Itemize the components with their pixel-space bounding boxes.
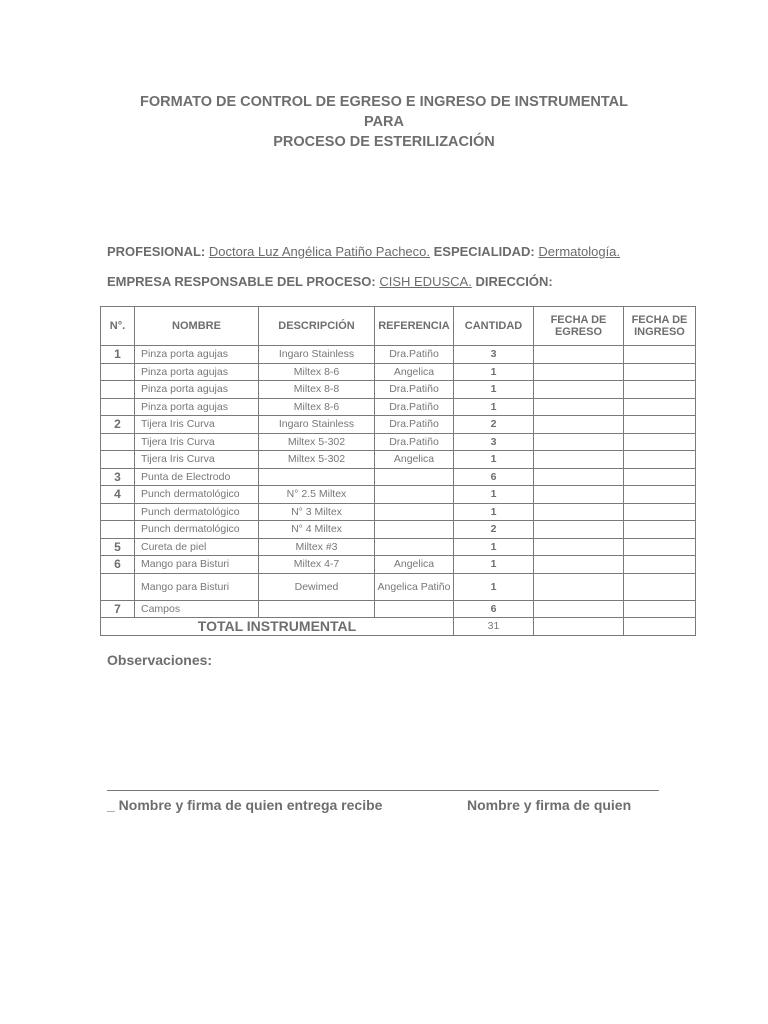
cell-cantidad: 2 xyxy=(454,521,534,539)
cell-numero: 1 xyxy=(101,346,135,364)
cell-numero xyxy=(101,451,135,469)
table-row xyxy=(101,381,696,399)
cell-cantidad: 1 xyxy=(454,538,534,556)
cell-fecha-egreso xyxy=(534,573,624,600)
cell-cantidad: 1 xyxy=(454,398,534,416)
cell-nombre: Tijera Iris Curva xyxy=(135,416,259,434)
empresa-line xyxy=(107,274,553,289)
cell-nombre: Pinza porta agujas xyxy=(135,346,259,364)
cell-fecha-egreso xyxy=(534,538,624,556)
cell-fecha-egreso xyxy=(534,363,624,381)
cell-descripcion: N° 4 Miltex xyxy=(259,521,375,539)
instrument-table xyxy=(100,306,696,636)
cell-descripcion: Miltex 8-8 xyxy=(259,381,375,399)
table-header-row xyxy=(101,307,696,346)
cell-nombre: Pinza porta agujas xyxy=(135,398,259,416)
cell-referencia: Dra.Patiño xyxy=(375,381,454,399)
especialidad-value: Dermatología. xyxy=(538,244,621,259)
cell-fecha-ingreso xyxy=(624,381,696,399)
cell-fecha-egreso xyxy=(534,600,624,618)
cell-numero xyxy=(101,433,135,451)
cell-referencia: Dra.Patiño xyxy=(375,398,454,416)
header-referencia: REFERENCIA xyxy=(375,307,454,346)
cell-fecha-egreso xyxy=(534,503,624,521)
signature-recibe: Nombre y firma de quien xyxy=(467,797,632,813)
cell-cantidad: 3 xyxy=(454,346,534,364)
especialidad-label: ESPECIALIDAD: xyxy=(433,244,535,259)
cell-referencia: Angelica xyxy=(375,451,454,469)
profesional-label: PROFESIONAL: xyxy=(107,244,206,259)
cell-cantidad: 6 xyxy=(454,600,534,618)
table-row xyxy=(101,398,696,416)
cell-fecha-egreso xyxy=(534,433,624,451)
header-fecha-egreso: FECHA DE EGRESO xyxy=(534,307,624,346)
cell-fecha-ingreso xyxy=(624,486,696,504)
cell-numero xyxy=(101,381,135,399)
cell-numero xyxy=(101,521,135,539)
empresa-label: EMPRESA RESPONSABLE DEL PROCESO: xyxy=(107,274,376,289)
cell-descripcion xyxy=(259,600,375,618)
cell-referencia xyxy=(375,538,454,556)
profesional-value: Doctora Luz Angélica Patiño Pacheco. xyxy=(208,244,430,259)
cell-descripcion: Miltex 4-7 xyxy=(259,556,375,574)
cell-descripcion: Miltex 8-6 xyxy=(259,398,375,416)
cell-fecha-egreso xyxy=(534,468,624,486)
total-value: 31 xyxy=(454,618,534,636)
cell-numero: 4 xyxy=(101,486,135,504)
cell-cantidad: 1 xyxy=(454,503,534,521)
cell-numero xyxy=(101,398,135,416)
cell-numero: 2 xyxy=(101,416,135,434)
cell-fecha-ingreso xyxy=(624,468,696,486)
cell-numero: 3 xyxy=(101,468,135,486)
cell-nombre: Punta de Electrodo xyxy=(135,468,259,486)
cell-fecha-ingreso xyxy=(624,503,696,521)
header-nombre: NOMBRE xyxy=(135,307,259,346)
table-row xyxy=(101,573,696,600)
cell-fecha-ingreso xyxy=(624,346,696,364)
signature-line xyxy=(107,790,659,791)
table-row xyxy=(101,486,696,504)
cell-fecha-ingreso xyxy=(624,521,696,539)
cell-fecha-egreso xyxy=(534,381,624,399)
table-row xyxy=(101,363,696,381)
document-title xyxy=(100,92,668,152)
cell-fecha-egreso xyxy=(534,486,624,504)
cell-nombre: Tijera Iris Curva xyxy=(135,433,259,451)
cell-nombre: Campos xyxy=(135,600,259,618)
cell-nombre: Cureta de piel xyxy=(135,538,259,556)
cell-numero xyxy=(101,573,135,600)
table-row xyxy=(101,346,696,364)
cell-referencia xyxy=(375,486,454,504)
signature-entrega: _ Nombre y firma de quien entrega recibe xyxy=(107,797,383,813)
cell-cantidad: 1 xyxy=(454,573,534,600)
header-fecha-ingreso: FECHA DE INGRESO xyxy=(624,307,696,346)
cell-cantidad: 1 xyxy=(454,363,534,381)
cell-fecha-egreso xyxy=(534,398,624,416)
cell-descripcion: N° 2.5 Miltex xyxy=(259,486,375,504)
table-row xyxy=(101,600,696,618)
cell-fecha-egreso xyxy=(534,521,624,539)
cell-descripcion: Ingaro Stainless xyxy=(259,346,375,364)
cell-nombre: Punch dermatológico xyxy=(135,521,259,539)
cell-cantidad: 2 xyxy=(454,416,534,434)
total-ingreso-cell xyxy=(624,618,696,636)
cell-fecha-egreso xyxy=(534,416,624,434)
cell-nombre: Tijera Iris Curva xyxy=(135,451,259,469)
cell-referencia xyxy=(375,600,454,618)
cell-cantidad: 1 xyxy=(454,556,534,574)
cell-descripcion: Dewimed xyxy=(259,573,375,600)
cell-numero: 6 xyxy=(101,556,135,574)
table-row xyxy=(101,433,696,451)
cell-referencia: Dra.Patiño xyxy=(375,433,454,451)
cell-referencia: Dra.Patiño xyxy=(375,416,454,434)
cell-referencia: Angelica Patiño xyxy=(375,573,454,600)
cell-numero: 7 xyxy=(101,600,135,618)
cell-fecha-ingreso xyxy=(624,433,696,451)
cell-descripcion: Miltex 5-302 xyxy=(259,451,375,469)
cell-cantidad: 1 xyxy=(454,486,534,504)
cell-referencia xyxy=(375,503,454,521)
table-row xyxy=(101,538,696,556)
cell-nombre: Punch dermatológico xyxy=(135,486,259,504)
cell-fecha-egreso xyxy=(534,556,624,574)
cell-nombre: Mango para Bisturi xyxy=(135,556,259,574)
cell-cantidad: 1 xyxy=(454,451,534,469)
table-row xyxy=(101,416,696,434)
cell-fecha-egreso xyxy=(534,346,624,364)
cell-nombre: Pinza porta agujas xyxy=(135,381,259,399)
observaciones-label: Observaciones: xyxy=(107,652,213,668)
cell-nombre: Mango para Bisturi xyxy=(135,573,259,600)
cell-referencia: Dra.Patiño xyxy=(375,346,454,364)
direccion-label: DIRECCIÓN: xyxy=(475,274,553,289)
cell-cantidad: 1 xyxy=(454,381,534,399)
cell-numero: 5 xyxy=(101,538,135,556)
cell-nombre: Punch dermatológico xyxy=(135,503,259,521)
cell-referencia: Angelica xyxy=(375,363,454,381)
profesional-line xyxy=(107,244,620,259)
cell-fecha-ingreso xyxy=(624,416,696,434)
cell-nombre: Pinza porta agujas xyxy=(135,363,259,381)
empresa-value: CISH EDUSCA. xyxy=(379,274,472,289)
header-descripcion: DESCRIPCIÓN xyxy=(259,307,375,346)
cell-fecha-ingreso xyxy=(624,538,696,556)
cell-referencia: Angelica xyxy=(375,556,454,574)
cell-descripcion: Miltex 5-302 xyxy=(259,433,375,451)
cell-fecha-ingreso xyxy=(624,556,696,574)
header-cantidad: CANTIDAD xyxy=(454,307,534,346)
cell-numero xyxy=(101,503,135,521)
table-row xyxy=(101,521,696,539)
table-row xyxy=(101,468,696,486)
cell-fecha-ingreso xyxy=(624,363,696,381)
cell-cantidad: 3 xyxy=(454,433,534,451)
table-row xyxy=(101,556,696,574)
title-line-3: PROCESO DE ESTERILIZACIÓN xyxy=(273,134,495,150)
total-label: TOTAL INSTRUMENTAL xyxy=(101,618,454,636)
cell-fecha-ingreso xyxy=(624,451,696,469)
title-line-2: PARA xyxy=(363,114,404,130)
total-row xyxy=(101,618,696,636)
cell-descripcion: Ingaro Stainless xyxy=(259,416,375,434)
cell-cantidad: 6 xyxy=(454,468,534,486)
cell-referencia xyxy=(375,521,454,539)
cell-fecha-egreso xyxy=(534,451,624,469)
table-row xyxy=(101,503,696,521)
cell-fecha-ingreso xyxy=(624,600,696,618)
title-line-1: FORMATO DE CONTROL DE EGRESO E INGRESO DE INSTRUMENTAL xyxy=(140,94,628,110)
cell-descripcion: Miltex 8-6 xyxy=(259,363,375,381)
table-row xyxy=(101,451,696,469)
cell-descripcion: Miltex #3 xyxy=(259,538,375,556)
cell-referencia xyxy=(375,468,454,486)
cell-fecha-ingreso xyxy=(624,398,696,416)
cell-fecha-ingreso xyxy=(624,573,696,600)
header-numero: N°. xyxy=(101,307,135,346)
cell-numero xyxy=(101,363,135,381)
cell-descripcion: N° 3 Miltex xyxy=(259,503,375,521)
cell-descripcion xyxy=(259,468,375,486)
total-egreso-cell xyxy=(534,618,624,636)
